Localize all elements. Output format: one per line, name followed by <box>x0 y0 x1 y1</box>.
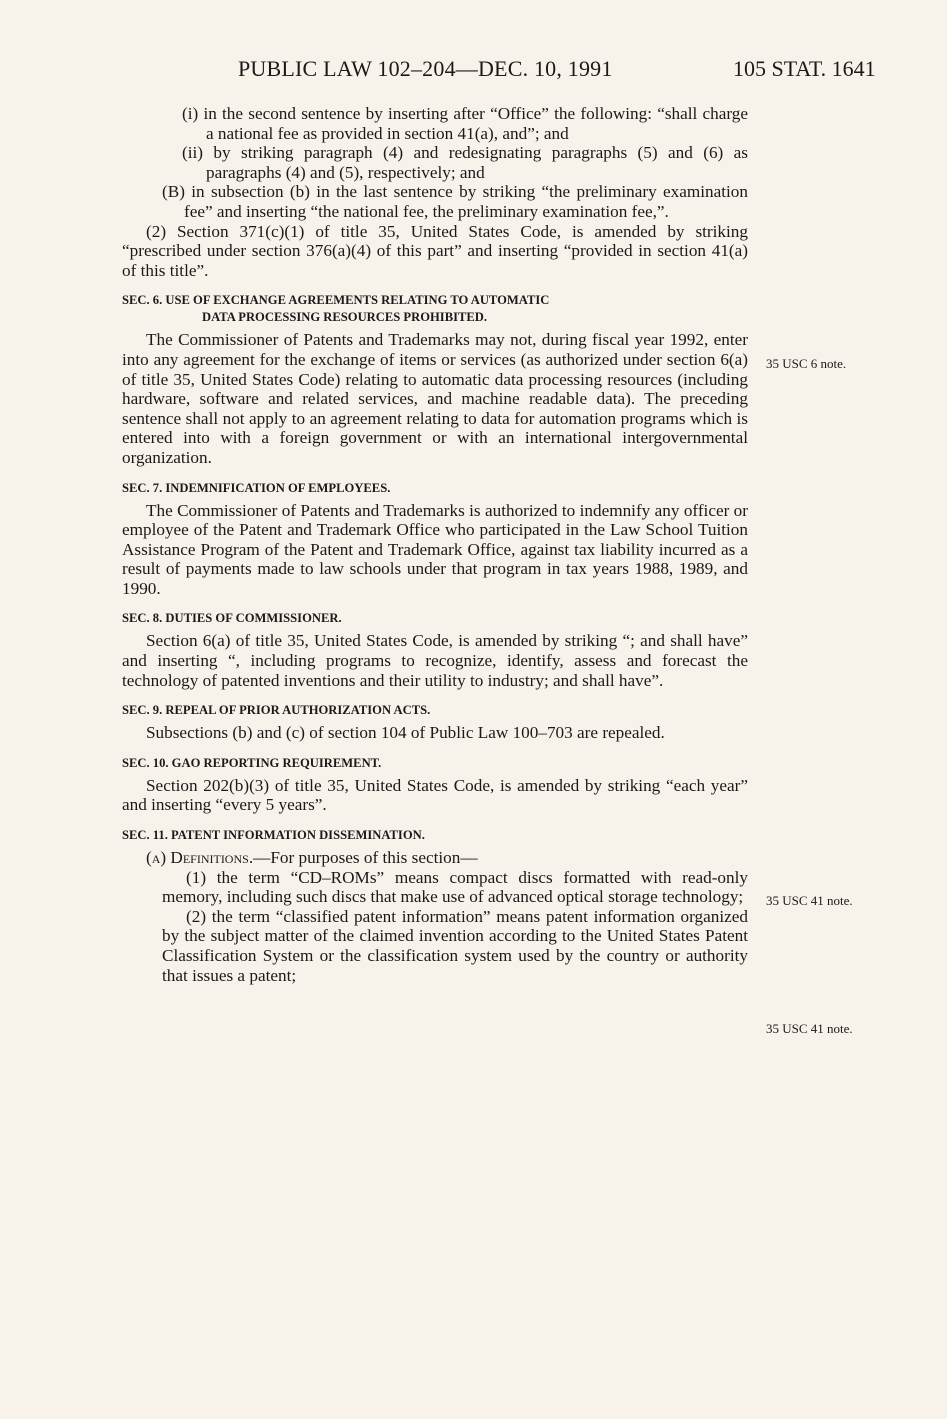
paragraph-i: (i) in the second sentence by inserting after “Office” the following: “shall charge a national fee as provided in section 41(a), and”; and <box>182 104 748 143</box>
margin-note-sec9: 35 USC 41 note. <box>766 893 853 908</box>
section-11-a-2: (2) the term “classified patent information” means patent information organized by the subject matter of the claimed invention according to the United States Patent Classification System or the classification system used by the country or authority that issues a patent; <box>162 906 748 985</box>
section-7-heading: SEC. 7. INDEMNIFICATION OF EMPLOYEES. <box>122 480 391 495</box>
definitions-text: —For purposes of this section— <box>253 848 478 868</box>
section-10-heading: SEC. 10. GAO REPORTING REQUIREMENT. <box>122 755 382 770</box>
page-header-title: PUBLIC LAW 102–204—DEC. 10, 1991 <box>238 56 613 81</box>
section-6-text: The Commissioner of Patents and Trademarks may not, during fiscal year 1992, enter into any agreement for the exchange of items or services (as authorized under section 6(a) of title 35, United States Code) relating to automatic data processing resources (including hardware, software and related services, and machine readable data). The preceding sentence shall not apply to an agreement relating to data for automation programs which is entered into with a foreign government or with an international intergovernmental organization. <box>122 330 748 467</box>
section-11-a-1: (1) the term “CD–ROMs” means compact discs formatted with read-only memory, including such discs that make use of advanced optical storage technology; <box>162 867 748 907</box>
section-11-heading: SEC. 11. PATENT INFORMATION DISSEMINATION. <box>122 828 425 843</box>
section-6-heading <box>122 292 748 326</box>
margin-note-sec6: 35 USC 6 note. <box>766 356 847 371</box>
section-8-text: Section 6(a) of title 35, United States Code, is amended by striking “; and shall have” and inserting “, including programs to recognize, identify, assess and forecast the technology of patented inventions and their utility to industry; and shall have”. <box>122 631 748 690</box>
paragraph-2: (2) Section 371(c)(1) of title 35, United States Code, is amended by striking “prescribed under section 376(a)(4) of this part” and inserting “provided in section 41(a) of this title”. <box>122 221 748 280</box>
section-9-heading: SEC. 9. REPEAL OF PRIOR AUTHORIZATION ACTS. <box>122 703 431 718</box>
margin-note-sec11: 35 USC 41 note. <box>766 1021 853 1036</box>
section-6-heading-line2: DATA PROCESSING RESOURCES PROHIBITED. <box>202 310 488 325</box>
body-text <box>122 104 748 985</box>
paragraph-B: (B) in subsection (b) in the last sentence by striking “the preliminary examination fee” and inserting “the national fee, the preliminary examination fee,”. <box>162 182 748 221</box>
paragraph-ii: (ii) by striking paragraph (4) and redesignating paragraphs (5) and (6) as paragraphs (4) and (5), respectively; and <box>182 143 748 182</box>
section-9-text: Subsections (b) and (c) of section 104 of Public Law 100–703 are repealed. <box>146 723 665 743</box>
section-11-a <box>122 848 748 868</box>
definitions-label: (a) Definitions. <box>146 848 254 868</box>
section-7-text: The Commissioner of Patents and Trademarks is authorized to indemnify any officer or employee of the Patent and Trademark Office who participated in the Law School Tuition Assistance Program of the Patent and Trademark Office, against tax liability incurred as a result of payments made to law schools under that program in tax years 1988, 1989, and 1990. <box>122 500 748 598</box>
section-8-heading: SEC. 8. DUTIES OF COMMISSIONER. <box>122 611 342 626</box>
section-6-heading-line1: SEC. 6. USE OF EXCHANGE AGREEMENTS RELATING TO AUTOMATIC <box>122 293 550 308</box>
section-10-text: Section 202(b)(3) of title 35, United States Code, is amended by striking “each year” and inserting “every 5 years”. <box>122 775 748 815</box>
page-header-stat: 105 STAT. 1641 <box>733 56 876 81</box>
